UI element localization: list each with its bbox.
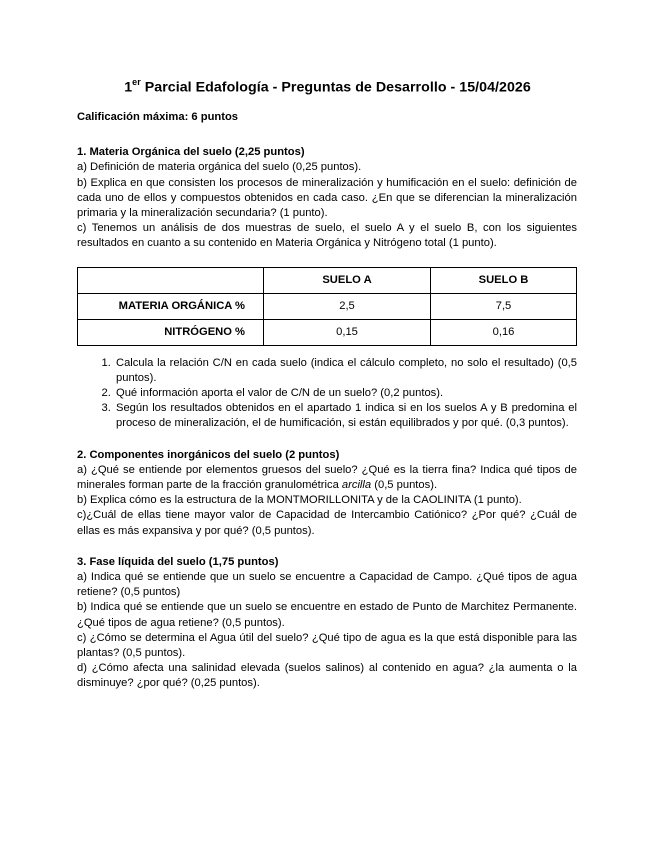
table-header-suelo-b: SUELO B xyxy=(431,267,577,293)
section-1-question-a: a) Definición de materia orgánica del suelo (0,25 puntos). xyxy=(77,161,362,174)
table-header-suelo-a: SUELO A xyxy=(264,267,431,293)
section-3 xyxy=(77,555,577,692)
cell-mo-suelo-a: 2,5 xyxy=(264,293,431,319)
cell-n-suelo-b: 0,16 xyxy=(431,319,577,345)
section-2-question-a-points: (0,5 puntos). xyxy=(371,479,438,492)
title-superscript: er xyxy=(132,77,141,87)
section-1 xyxy=(77,145,577,431)
section-3-question-b: b) Indica qué se entiende que un suelo se encuentre en estado de Punto de Marchitez Permanente. ¿Qué tipos de agua retiene? (0,5 puntos). xyxy=(77,601,577,629)
section-1-question-c: c) Tenemos un análisis de dos muestras de suelo, el suelo A y el suelo B, con los siguientes resultados en cuanto a su contenido en Materia Orgánica y Nitrógeno total (1 punto). xyxy=(77,222,577,250)
section-3-question-d: d) ¿Cómo afecta una salinidad elevada (suelos salinos) al contenido en agua? ¿la aumenta o la disminuye? ¿por qué? (0,25 puntos). xyxy=(77,662,577,690)
title-text: Parcial Edafología - Preguntas de Desarrollo - 15/04/2026 xyxy=(140,79,531,96)
soil-data-table xyxy=(77,267,577,346)
section-1-question-b: b) Explica en que consisten los procesos de mineralización y humificación en el suelo: definición de cada uno de ellos y compuestos obtenidos en cada caso. ¿En que se diferencian la mineralización primaria y la mineralización secundaria? (1 punto). xyxy=(77,176,577,220)
arcilla-term: arcilla xyxy=(341,479,372,492)
list-item: 2. Qué información aporta el valor de C/N de un suelo? (0,2 puntos). xyxy=(114,386,577,401)
section-3-question-c: c) ¿Cómo se determina el Agua útil del suelo? ¿Qué tipo de agua es la que está disponible para las plantas? (0,5 puntos). xyxy=(77,631,577,660)
section-2-question-a xyxy=(77,463,577,493)
section-2 xyxy=(77,448,577,539)
exam-content xyxy=(77,110,577,692)
cell-mo-suelo-b: 7,5 xyxy=(431,293,577,319)
section-2-question-a-text: a) ¿Qué se entiende por elementos gruesos del suelo? ¿Qué es la tierra fina? Indica qué tipos de minerales forman parte de la fracción granulométrica xyxy=(77,463,577,492)
table-row xyxy=(78,319,577,345)
page-title xyxy=(0,78,655,96)
section-3-question-a: a) Indica qué se entiende que un suelo se encuentre a Capacidad de Campo. ¿Qué tipos de agua retiene? (0,5 puntos) xyxy=(77,571,577,599)
list-item: 3. Según los resultados obtenidos en el apartado 1 indica si en los suelos A y B predomina el proceso de mineralización, el de humificación, si están equilibrados y por qué. (0,3 puntos). xyxy=(114,401,577,431)
section-2-question-c: c)¿Cuál de ellas tiene mayor valor de Capacidad de Intercambio Catiónico? ¿Por qué? ¿Cuál de ellas es más expansiva y por qué? (0,5 puntos). xyxy=(77,509,577,537)
cell-n-suelo-a: 0,15 xyxy=(264,319,431,345)
table-row xyxy=(78,293,577,319)
max-score: Calificación máxima: 6 puntos xyxy=(77,111,239,123)
table-header-empty xyxy=(78,267,264,293)
table-header-row xyxy=(78,267,577,293)
section-1-title: 1. Materia Orgánica del suelo (2,25 puntos) xyxy=(77,146,305,159)
row-label-nitrogeno: NITRÓGENO % xyxy=(78,319,264,345)
row-label-materia-organica: MATERIA ORGÁNICA % xyxy=(78,293,264,319)
section-3-title: 3. Fase líquida del suelo (1,75 puntos) xyxy=(77,555,279,568)
title-number: 1 xyxy=(124,79,133,96)
section-2-title: 2. Componentes inorgánicos del suelo (2 puntos) xyxy=(77,448,340,461)
section-2-question-b: b) Explica cómo es la estructura de la MONTMORILLONITA y de la CAOLINITA (1 punto). xyxy=(77,494,522,507)
section-1-subquestions xyxy=(77,356,577,432)
list-item: 1. Calcula la relación C/N en cada suelo (indica el cálculo completo, no solo el resultado) (0,5 puntos). xyxy=(114,356,577,386)
